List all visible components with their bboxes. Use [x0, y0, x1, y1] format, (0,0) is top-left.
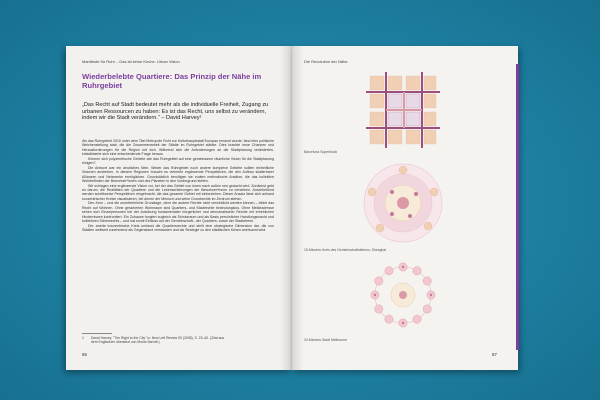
footnote-text: David Harvey, "The Right to the City" in: New Left Review 53 (2008), S. 23–40. (Zitat aus dem Englischen übersetzt von Moritz Barndt.) [91, 336, 225, 345]
paragraph: Können sich polyzentrische Gebiete wie das Ruhrgebiet auf eine gemeinsame räumliche Vision für die Stadtplanung einigen? [82, 156, 274, 166]
superblock-diagram [366, 72, 440, 148]
section-title: Wiederbelebte Quartiere: Das Prinzip der Nähe im Ruhrgebiet [82, 72, 262, 90]
paragraph: Der zweite konzentrische Kreis umfasst die Quartiersrechte und stellt eine strategische Dimension dar, die von Städten weltweit zunehmend als Gegenstand verstanden und als Strategie zu den städtischen Krisen anerkannt wird. [82, 223, 274, 233]
body-text [82, 139, 274, 233]
paragraph: Als das Ruhrgebiet 2010 unter dem Titel Metropole Ruhr zur Kulturhauptstadt Europas ernannt wurde, fand eine politische Weichenstellung statt, die die Zusammenarbeit der Städte im Ruhrgebiet stärkte. Dies brachte neue Chancen und Herausforderungen für die Region mit sich. Während sich die Anforderungen an die Stadtplanung veränderten, kristallisierte sich eine entscheidende Frage heraus. [82, 139, 274, 157]
paragraph: Die Antwort war ein deutliches Nein. Weder das Ruhrgebiet noch andere komplexe Gebiete sollten einheitliche Visionen anstreben. In diesem Regionen braucht es vielmehr ergänzende Perspektiven, die den Aufbau skalierbarer Allianzen und Netzwerke ermöglichen. Grundsätzlich benötigen sie zudem methodische Ansätze, die das kollektive Wohlbefinden der Bewohner*innen und des Planeten in den Vordergrund stellen. [82, 165, 274, 184]
running-head-right: Die Revolution der Nähe [304, 59, 348, 64]
footnote-rule [82, 333, 112, 334]
left-page [66, 46, 292, 370]
book-gutter-shadow [280, 46, 304, 370]
pull-quote: „Das Recht auf Stadt bedeutet mehr als die individuelle Freiheit, Zugang zu urbanen Ressourcen zu haben: Es ist das Recht, uns selbst zu verändern, indem wir die Stadt verändern.“ – David Harvey¹ [82, 102, 269, 122]
right-page [292, 46, 518, 370]
paragraph: Den Kern – und die unentbehrliche Grundlage, ohne die andere Rechte nicht verwirklicht werden können – bildet das Recht auf Wohnen. Ohne gesicherten Wohnraum sind Quartiers- und Stadtrechte bedeutungslos. Ohne Meldeadresse sehen sich Einzelpersonen bei der Ausübung fundamentaler bürgerlicher und demokratischer Rechte mit erheblichen Hindernissen konfrontiert. Ein Zuhause fungiert zugleich als Schutzraum und als Basis persönlicher Handlungsmacht und kollektiven Stimmrechts – und hat somit Einfluss auf der Gemeinschaft-, der Quartiers- sowie der Stadtebene. [82, 201, 274, 224]
page-edge-accent [516, 64, 519, 350]
open-book [66, 46, 518, 370]
page-number-right: 87 [492, 352, 497, 357]
caption-twenty-minute: 20-Minuten-Stadt Melbourne [304, 338, 347, 342]
page-number-left: 86 [82, 352, 87, 357]
footnote-number: 1 [82, 336, 84, 340]
twenty-minute-city-diagram [364, 256, 442, 334]
running-head-left: Manifeste für Ruhr – Das ist keine Kirche. Urban Vision [82, 59, 180, 64]
fifteen-minute-circle-diagram [362, 162, 444, 244]
paragraph: Wir schlagen eine ergänzende Vision vor, bei der das Gebiet von innen nach außen neu gedacht wird. Zunächst geht es darum, die Realitäten der Quartiere und die Lebenserfahrungen der Bewohner*innen zu verstehen. Anschließend werden schrittweise Perspektiven eingebracht, die das gesamte Gebiet mit einbeziehen. Dieser Ansatz lässt sich anhand konzentrischer Kreise visualisieren, bei denen der Mensch und seine Grundrechte im Zentrum stehen. [82, 183, 274, 201]
caption-superblock: Barcelona Superblock [304, 150, 338, 154]
caption-fifteen-minute: 15-Minuten-Kreis des Gemeinschaftslebens, Shanghai [304, 248, 386, 252]
